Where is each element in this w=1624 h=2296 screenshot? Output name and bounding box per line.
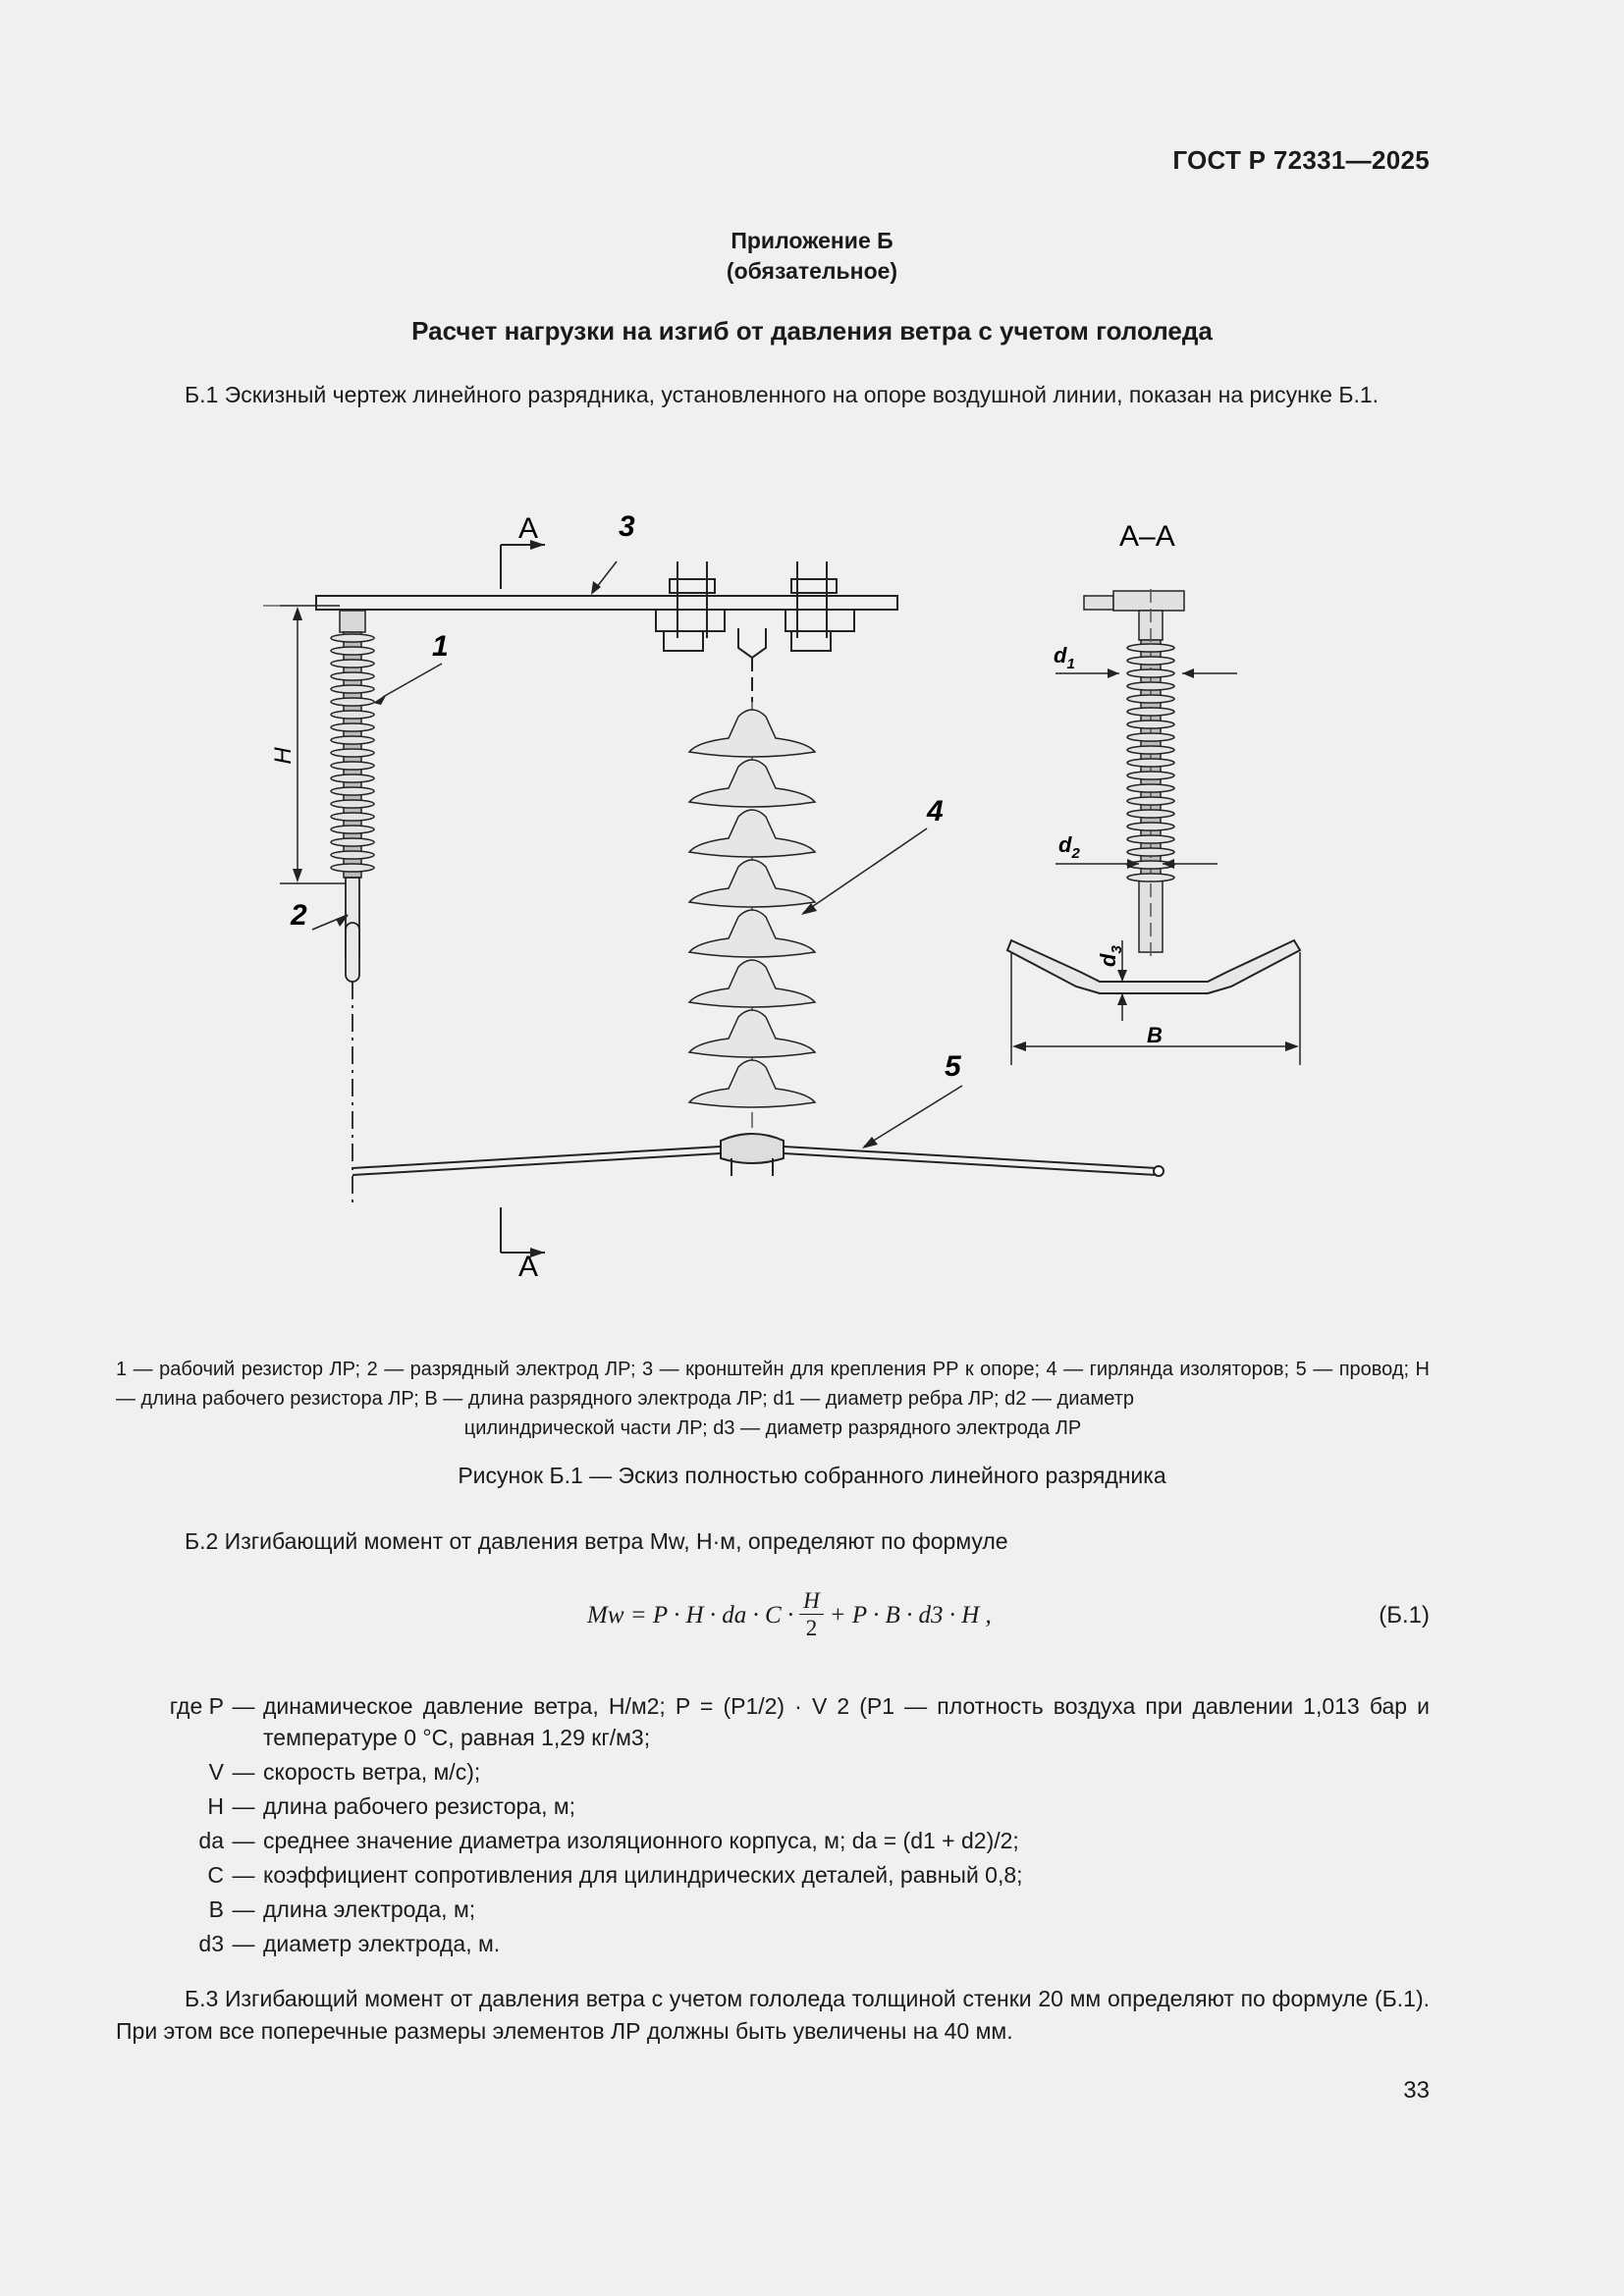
arrester-shed <box>331 774 374 782</box>
where-text: длина электрода, м; <box>263 1896 476 1922</box>
section-shed <box>1127 772 1174 779</box>
arrester-shed <box>331 851 374 859</box>
figure-b1-drawing <box>0 491 1624 1306</box>
arrester-shed <box>331 838 374 846</box>
bracket-clamp-right <box>785 561 854 651</box>
section-shed <box>1127 682 1174 690</box>
bracket-clamp-left <box>656 561 725 651</box>
section-shed <box>1127 823 1174 830</box>
section-shed <box>1127 708 1174 716</box>
section-shed <box>1127 797 1174 805</box>
bracket-beam <box>316 596 897 610</box>
label-4: 4 <box>927 795 944 828</box>
where-symbol: H <box>207 1793 224 1819</box>
arrester-shed <box>331 634 374 642</box>
where-list <box>116 1690 1430 1962</box>
formula-number: (Б.1) <box>1379 1602 1430 1629</box>
section-shed <box>1127 746 1174 754</box>
where-symbol: где P <box>169 1693 224 1719</box>
where-text: коэффициент сопротивления для цилиндрических деталей, равный 0,8; <box>263 1862 1023 1888</box>
legend-line-1: 1 — рабочий резистор ЛР; 2 — разрядный электрод ЛР; 3 — кронштейн для крепления РР к опоре; 4 — гирлянда изоляторов; <box>116 1359 1290 1380</box>
fraction-denominator: 2 <box>805 1616 818 1640</box>
insulator-disc <box>689 860 815 907</box>
where-row <box>116 1756 1430 1788</box>
conductor-wire <box>352 1134 1164 1176</box>
where-symbol: C <box>207 1862 224 1888</box>
label-h: H <box>270 747 297 765</box>
where-row <box>116 1928 1430 1959</box>
where-dash: — <box>232 1896 255 1922</box>
section-shed <box>1127 759 1174 767</box>
figure-legend <box>116 1355 1430 1443</box>
arrester-shed <box>331 660 374 667</box>
where-text: динамическое давление ветра, Н/м2; P = (P1/2) · V 2 (P1 — плотность воздуха при давлении 1,013 бар и температуре 0 °С, равная 1,29 кг/м3; <box>263 1693 1430 1750</box>
where-row <box>116 1690 1430 1753</box>
where-text: диаметр электрода, м. <box>263 1931 501 1956</box>
paragraph-b2: Б.2 Изгибающий момент от давления ветра Mw, Н·м, определяют по формуле <box>185 1528 1008 1554</box>
arrester-shed <box>331 723 374 731</box>
label-1: 1 <box>432 630 449 663</box>
paragraph-b3: Б.3 Изгибающий момент от давления ветра с учетом гололеда толщиной стенки 20 мм определяют по формуле (Б.1). При этом все поперечные размеры элементов ЛР должны быть увеличены на 40 мм. <box>116 1986 1430 2044</box>
paragraph-b1: Б.1 Эскизный чертеж линейного разрядника, установленного на опоре воздушной линии, показан на рисунке Б.1. <box>185 382 1380 407</box>
where-row <box>116 1894 1430 1925</box>
label-b: B <box>1147 1023 1163 1047</box>
arrester-shed <box>331 647 374 655</box>
where-row <box>116 1790 1430 1822</box>
figure-caption: Рисунок Б.1 — Эскиз полностью собранного линейного разрядника <box>458 1463 1166 1488</box>
where-dash: — <box>232 1931 255 1956</box>
section-shed <box>1127 848 1174 856</box>
insulator-disc <box>689 810 815 857</box>
section-shed <box>1127 874 1174 881</box>
where-symbol: d3 <box>198 1931 224 1956</box>
where-dash: — <box>232 1693 255 1719</box>
where-dash: — <box>232 1759 255 1785</box>
standard-header: ГОСТ Р 72331—2025 <box>1172 145 1430 175</box>
where-text: скорость ветра, м/с); <box>263 1759 481 1785</box>
label-3: 3 <box>619 510 635 543</box>
arrester-shed <box>331 787 374 795</box>
where-row <box>116 1859 1430 1891</box>
arrester-shed <box>331 736 374 744</box>
annex-title: Приложение Б <box>731 228 893 253</box>
section-shed <box>1127 733 1174 741</box>
insulator-disc <box>689 910 815 957</box>
insulator-disc <box>689 1060 815 1107</box>
section-shed <box>1127 810 1174 818</box>
formula-fraction <box>799 1588 824 1642</box>
label-d1: $d_1$ <box>1054 643 1075 672</box>
arrester-shed <box>331 685 374 693</box>
arrester-shed <box>331 711 374 719</box>
page-number: 33 <box>1403 2077 1430 2104</box>
insulator-disc <box>689 1010 815 1057</box>
where-symbol: B <box>208 1896 224 1922</box>
arrester-shed <box>331 749 374 757</box>
insulator-disc <box>689 710 815 757</box>
arrester-shed <box>331 813 374 821</box>
section-shed <box>1127 784 1174 792</box>
discharge-electrode <box>346 878 359 1207</box>
annex-status: (обязательное) <box>726 258 898 284</box>
section-title: Расчет нагрузки на изгиб от давления ветра с учетом гололеда <box>411 316 1213 346</box>
legend-line-3: цилиндрической части ЛР; d3 — диаметр разрядного электрода ЛР <box>463 1417 1082 1439</box>
where-dash: — <box>232 1828 255 1853</box>
where-row <box>116 1825 1430 1856</box>
label-2: 2 <box>291 899 307 932</box>
section-shed <box>1127 657 1174 665</box>
insulator-disc <box>689 960 815 1007</box>
where-text: длина рабочего резистора, м; <box>263 1793 576 1819</box>
section-shed <box>1127 669 1174 677</box>
arrester-shed <box>331 800 374 808</box>
where-dash: — <box>232 1793 255 1819</box>
arrester-shed <box>331 826 374 833</box>
label-section-a-bottom: А <box>518 1251 539 1283</box>
formula-right: + P · B · d3 · H , <box>829 1601 992 1629</box>
section-shed <box>1127 721 1174 728</box>
where-symbol: V <box>208 1759 224 1785</box>
label-d3: $d_3$ <box>1096 945 1125 967</box>
label-5: 5 <box>945 1050 961 1083</box>
label-d2: $d_2$ <box>1058 832 1080 862</box>
section-shed <box>1127 835 1174 843</box>
where-dash: — <box>232 1862 255 1888</box>
insulator-disc <box>689 760 815 807</box>
arrester-shed <box>331 762 374 770</box>
section-shed <box>1127 644 1174 652</box>
arrester-shed <box>331 698 374 706</box>
where-symbol: da <box>198 1828 224 1853</box>
formula-b1 <box>587 1588 992 1642</box>
legend-line-2: 5 — провод; H — длина рабочего резистора ЛР; B — длина разрядного электрода ЛР; d1 — диаметр ребра ЛР; d2 — диаметр <box>116 1359 1431 1410</box>
where-text: среднее значение диаметра изоляционного корпуса, м; da = (d1 + d2)/2; <box>263 1828 1019 1853</box>
arrester-shed <box>331 672 374 680</box>
label-section-a-top: А <box>518 512 539 545</box>
section-shed <box>1127 695 1174 703</box>
formula-left: Mw = P · H · da · C · <box>587 1601 794 1629</box>
label-section-aa: А–А <box>1119 520 1175 553</box>
fraction-numerator: H <box>799 1588 824 1615</box>
arrester-shed <box>331 864 374 872</box>
